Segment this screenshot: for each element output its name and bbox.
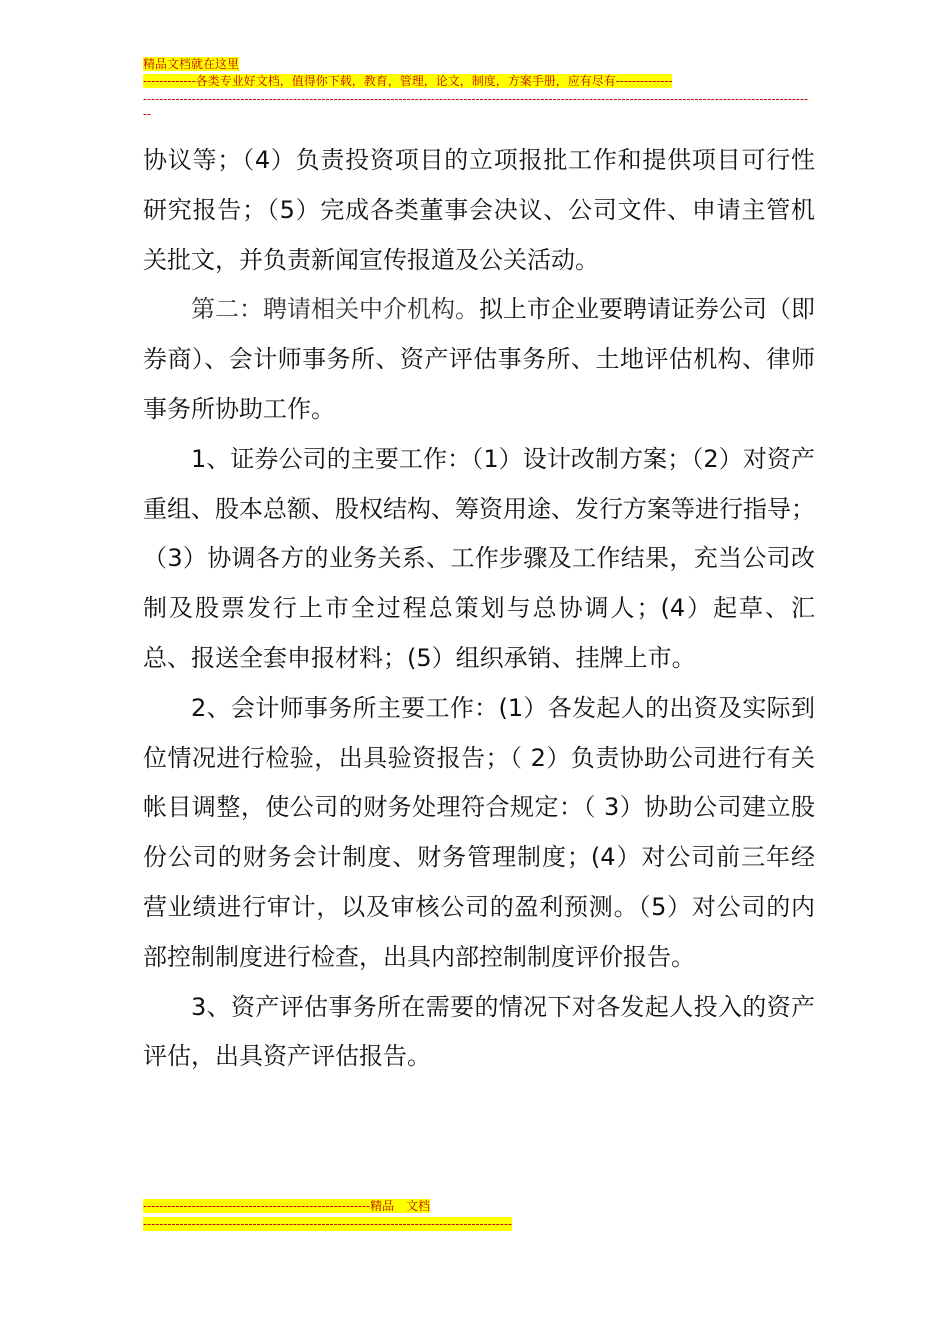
header-separator: -------------------------------------------------------------------------------------------------------------------------------------------------------------------- xyxy=(143,92,808,106)
footer-separator: ------------------------------------------------------------------------------------------- xyxy=(143,1217,512,1231)
document-body xyxy=(143,136,815,1082)
paragraph-2: 第二：聘请相关中介机构。拟上市企业要聘请证券公司（即券商）、会计师事务所、资产评估事务所、土地评估机构、律师事务所协助工作。 xyxy=(143,295,815,423)
header-tagline: -------------各类专业好文档，值得你下载，教育，管理，论文，制度，方案手册，应有尽有-------------- xyxy=(143,74,673,88)
header-separator-tail: -- xyxy=(143,107,152,121)
section-heading: 第二：聘请相关中介机构。 xyxy=(191,295,479,324)
footer-label: --------------------------------------------------------精品 文档 xyxy=(143,1199,431,1213)
paragraph-3: 1、证券公司的主要工作：（1）设计改制方案；（2）对资产重组、股本总额、股权结构、筹资用途、发行方案等进行指导；（3）协调各方的业务关系、工作步骤及工作结果，充当公司改制及股票发行上市全过程总策划与总协调人；(4）起草、汇总、报送全套申报材料；(5）组织承销、挂牌上市。 xyxy=(143,444,815,672)
paragraph-5: 3、资产评估事务所在需要的情况下对各发起人投入的资产评估，出具资产评估报告。 xyxy=(143,992,815,1071)
paragraph-4: 2、会计师事务所主要工作：(1）各发起人的出资及实际到位情况进行检验，出具验资报告；（ 2）负责协助公司进行有关帐目调整，使公司的财务处理符合规定：（ 3）协助公司建立股份公司的财务会计制度、财务管理制度；(4）对公司前三年经营业绩进行审计，以及审核公司的盈利预测。（5）对公司的内部控制制度进行检查，出具内部控制制度评价报告。 xyxy=(143,693,815,971)
paragraph-1: 协议等；（4）负责投资项目的立项报批工作和提供项目可行性研究报告；（5）完成各类董事会决议、公司文件、申请主管机关批文，并负责新闻宣传报道及公关活动。 xyxy=(143,146,815,274)
header-title: 精品文档就在这里 xyxy=(143,57,240,71)
